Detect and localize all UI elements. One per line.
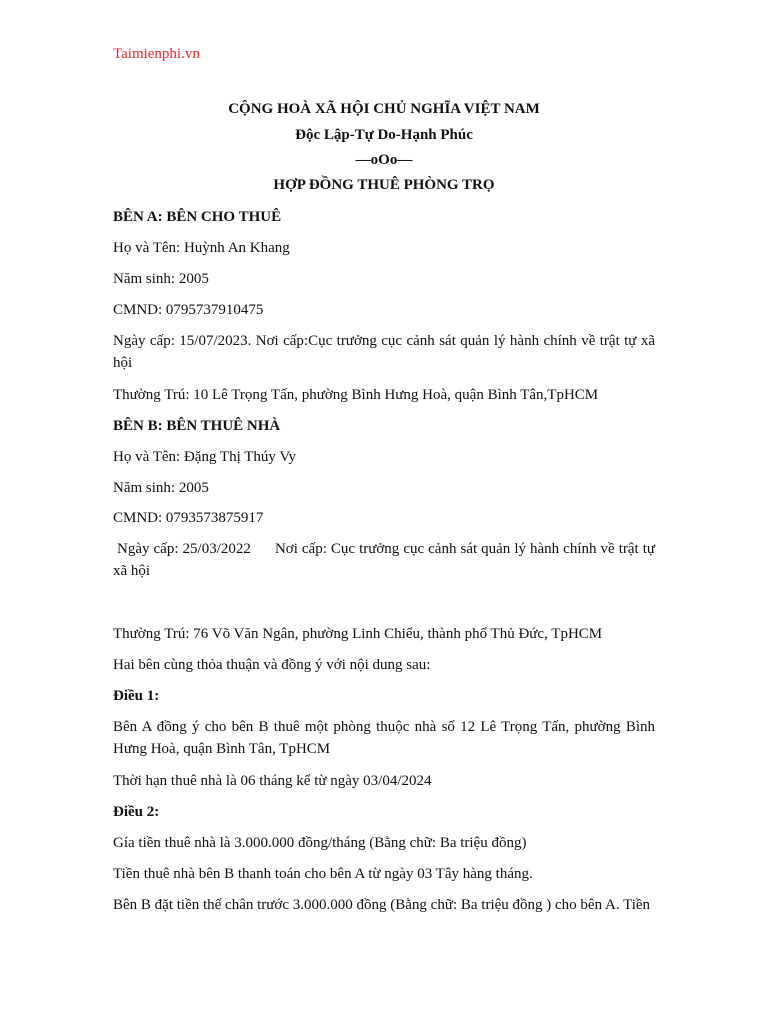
- article-2-paragraph-1: Gía tiền thuê nhà là 3.000.000 đồng/tháng (Bằng chữ: Ba triệu đồng): [113, 835, 527, 851]
- article-2-paragraph-3: Bên B đặt tiền thế chân trước 3.000.000 đồng (Bằng chữ: Ba triệu đồng ) cho bên A. Tiền: [113, 897, 651, 913]
- party-a-address: Thường Trú: 10 Lê Trọng Tấn, phường Bình Hưng Hoà, quận Bình Tân,TpHCM: [113, 387, 599, 403]
- article-1-paragraph-2: Thời hạn thuê nhà là 06 tháng kể từ ngày 03/04/2024: [113, 773, 432, 789]
- brand-link[interactable]: Taimienphi.vn: [113, 46, 200, 62]
- article-2-heading: Điều 2:: [113, 804, 160, 820]
- party-b-heading: BÊN B: BÊN THUÊ NHÀ: [113, 418, 281, 434]
- party-a-heading: BÊN A: BÊN CHO THUÊ: [113, 209, 282, 225]
- party-a-birth-year: Năm sinh: 2005: [113, 271, 209, 287]
- country-heading: CỘNG HOÀ XÃ HỘI CHỦ NGHĨA VIỆT NAM: [228, 101, 540, 117]
- party-b-issue: Ngày cấp: 25/03/2022 Nơi cấp: Cục trưởng cục cảnh sát quản lý hành chính về trật tự xã hội: [113, 541, 659, 579]
- motto: Độc Lập-Tự Do-Hạnh Phúc: [295, 127, 473, 143]
- party-a-name: Họ và Tên: Huỳnh An Khang: [113, 240, 290, 256]
- party-a-issue: Ngày cấp: 15/07/2023. Nơi cấp:Cục trưởng cục cảnh sát quản lý hành chính về trật tự xã hội: [113, 333, 655, 371]
- article-2-paragraph-2: Tiền thuê nhà bên B thanh toán cho bên A từ ngày 03 Tây hàng tháng.: [113, 866, 533, 882]
- party-b-address: Thường Trú: 76 Võ Văn Ngân, phường Linh Chiểu, thành phố Thủ Đức, TpHCM: [113, 626, 603, 642]
- article-1-heading: Điều 1:: [113, 688, 160, 704]
- party-b-birth-year: Năm sinh: 2005: [113, 480, 209, 496]
- agreement-intro: Hai bên cùng thỏa thuận và đồng ý với nội dung sau:: [113, 657, 431, 673]
- party-b-name: Họ và Tên: Đặng Thị Thúy Vy: [113, 449, 297, 465]
- divider: —oOo—: [355, 152, 413, 168]
- document-title: HỢP ĐỒNG THUÊ PHÒNG TRỌ: [273, 177, 495, 193]
- party-a-id: CMND: 0795737910475: [113, 302, 264, 318]
- party-b-id: CMND: 0793573875917: [113, 510, 264, 526]
- article-1-paragraph-1: Bên A đồng ý cho bên B thuê một phòng thuộc nhà số 12 Lê Trọng Tấn, phường Bình Hưng Hoà, quận Bình Tân, TpHCM: [113, 719, 655, 757]
